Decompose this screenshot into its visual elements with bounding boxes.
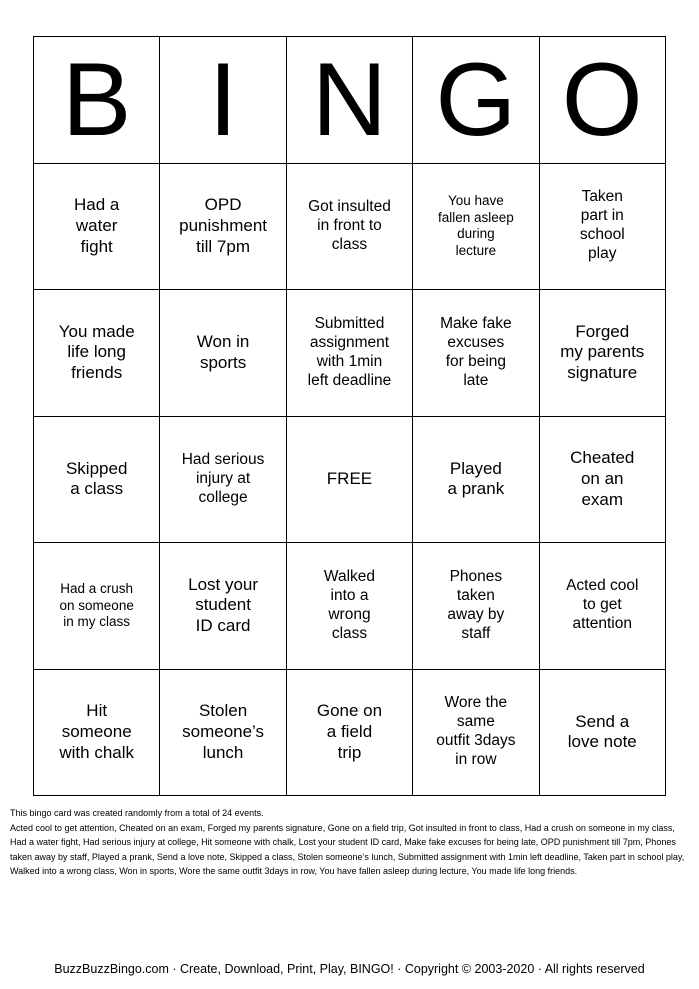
bingo-cell[interactable]: Skipped a class (34, 417, 160, 544)
bingo-grid (34, 164, 666, 797)
bingo-cell[interactable]: Phones taken away by staff (413, 543, 539, 670)
bingo-cell[interactable]: Had a water fight (34, 164, 160, 291)
bingo-header-row (34, 37, 666, 164)
header-letter-i: I (160, 37, 286, 164)
footnote-summary: This bingo card was created randomly from a total of 24 events. (10, 808, 264, 818)
bingo-cell[interactable]: Had serious injury at college (160, 417, 286, 544)
bingo-cell[interactable]: Submitted assignment with 1min left deadline (287, 290, 413, 417)
header-letter-b: B (34, 37, 160, 164)
bingo-cell[interactable]: Played a prank (413, 417, 539, 544)
bingo-cell[interactable]: Send a love note (540, 670, 666, 797)
bingo-cell[interactable]: You have fallen asleep during lecture (413, 164, 539, 291)
bingo-cell[interactable]: You made life long friends (34, 290, 160, 417)
bingo-cell[interactable]: Make fake excuses for being late (413, 290, 539, 417)
header-letter-o: O (540, 37, 666, 164)
bingo-card (33, 36, 666, 796)
bingo-row (34, 290, 666, 417)
bingo-cell[interactable]: Acted cool to get attention (540, 543, 666, 670)
bingo-cell[interactable]: OPD punishment till 7pm (160, 164, 286, 291)
free-space-cell[interactable]: FREE (287, 417, 413, 544)
bingo-row (34, 164, 666, 291)
bingo-cell[interactable]: Hit someone with chalk (34, 670, 160, 797)
header-letter-g: G (413, 37, 539, 164)
bingo-row (34, 417, 666, 544)
bingo-cell[interactable]: Wore the same outfit 3days in row (413, 670, 539, 797)
bingo-cell[interactable]: Walked into a wrong class (287, 543, 413, 670)
card-footnote (10, 806, 690, 879)
header-letter-n: N (287, 37, 413, 164)
bingo-cell[interactable]: Won in sports (160, 290, 286, 417)
bingo-row (34, 543, 666, 670)
bingo-cell[interactable]: Got insulted in front to class (287, 164, 413, 291)
bingo-cell[interactable]: Gone on a field trip (287, 670, 413, 797)
footnote-event-list: Acted cool to get attention, Cheated on an exam, Forged my parents signature, Gone on a field trip, Got insulted in front to class, Had a crush on someone in my class, Had a water fight, Had serious injury at college, Hit someone with chalk, Lost your student ID card, Make fake excuses for being late, OPD punishment till 7pm, Phones taken away by staff, Played a prank, Send a love note, Skipped a class, Stolen someone’s lunch, Submitted assignment with 1min left deadline, Taken part in school play, Walked into a wrong class, Won in sports, Wore the same outfit 3days in row, You have fallen asleep during lecture, You made life long friends. (10, 822, 685, 876)
bingo-cell[interactable]: Taken part in school play (540, 164, 666, 291)
bingo-cell[interactable]: Lost your student ID card (160, 543, 286, 670)
page-footer: BuzzBuzzBingo.com · Create, Download, Print, Play, BINGO! · Copyright © 2003-2020 · All rights reserved (54, 962, 645, 976)
bingo-cell[interactable]: Had a crush on someone in my class (34, 543, 160, 670)
bingo-cell[interactable]: Cheated on an exam (540, 417, 666, 544)
bingo-cell[interactable]: Forged my parents signature (540, 290, 666, 417)
bingo-row (34, 670, 666, 797)
bingo-cell[interactable]: Stolen someone’s lunch (160, 670, 286, 797)
